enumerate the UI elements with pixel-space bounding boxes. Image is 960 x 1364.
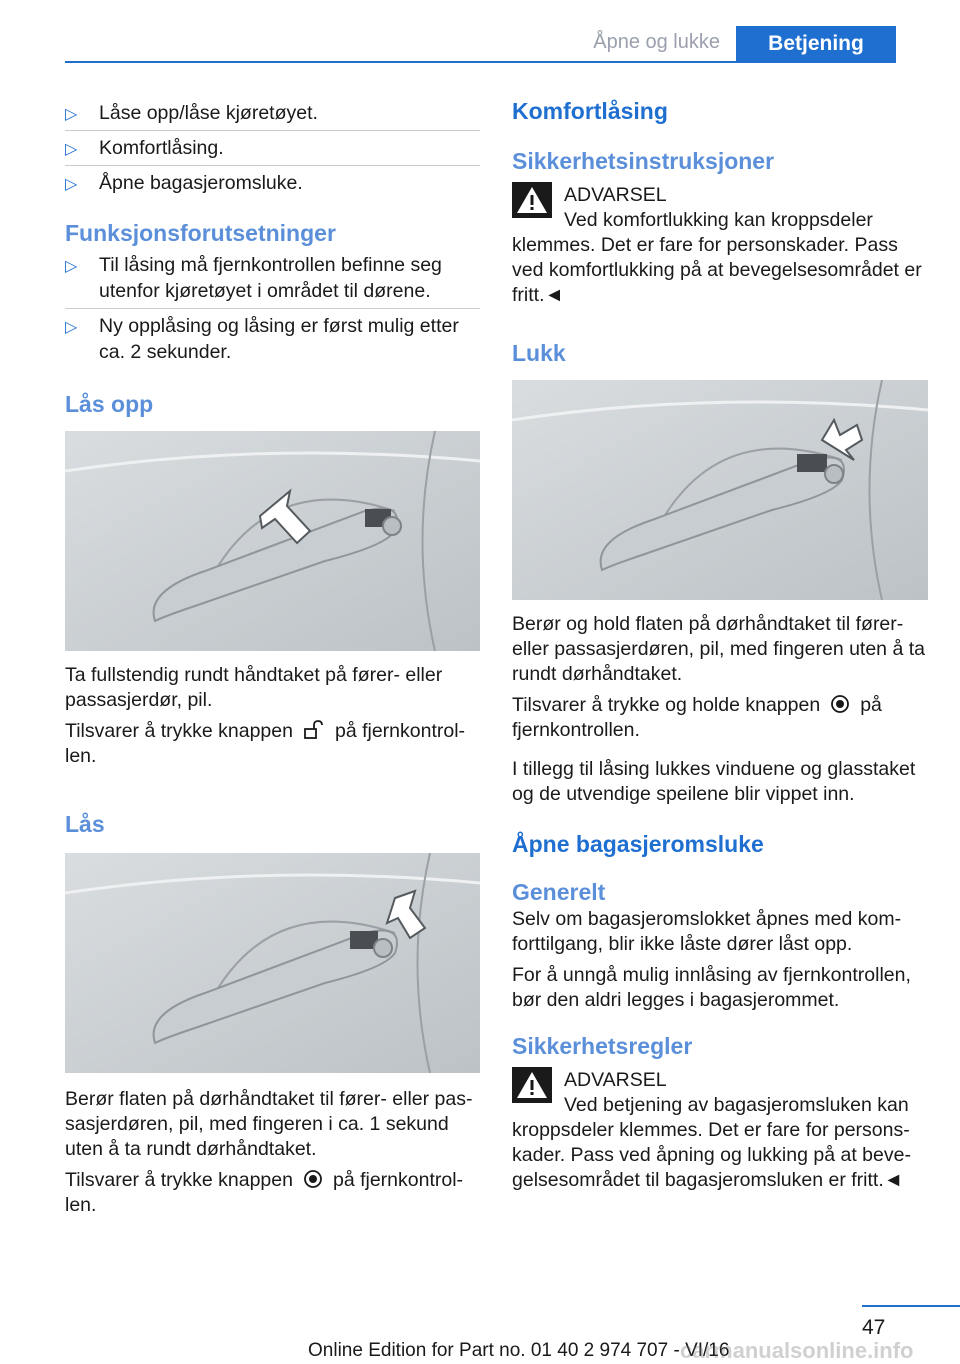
list-item: ▷ Låse opp/låse kjøretøyet. [65, 96, 480, 131]
warning-text: Ved komfortlukking kan kroppsdeler klemmes. Det er fare for personskader. Pass ved komfortlukking på at bevegelsesområdet er fritt.◄ [512, 209, 922, 306]
heading-las-opp: Lås opp [65, 391, 154, 417]
warning-title: ADVARSEL [564, 1069, 667, 1091]
heading-apne-bagasjeromsluke: Åpne bagasjeromsluke [512, 831, 764, 857]
heading-komfortlasing: Komfortlåsing [512, 98, 668, 124]
list-item: ▷ Åpne bagasjeromsluke. [65, 166, 480, 200]
lasopp-instruction: Ta fullstendig rundt håndtaket på fører- eller passasjerdør, pil. [65, 664, 443, 711]
heading-funksjonsforutsetninger: Funksjonsforutsetninger [65, 220, 336, 246]
requirements-list [65, 248, 480, 369]
header-chapter-tab: Betjening [736, 26, 896, 62]
triangle-bullet-icon: ▷ [65, 258, 78, 275]
header-rule [65, 61, 896, 63]
lukk-additional: I tillegg til låsing lukkes vinduene og glasstaket og de utvendige speilene blir vippet inn. [512, 758, 916, 805]
list-item: ▷ Til låsing må fjernkontrollen befinne seg utenfor kjøretøyet i området til dørene. [65, 248, 480, 309]
generelt-text-1: Selv om bagasjeromslokket åpnes med kom‐ forttilgang, blir ikke låste dører låst opp. [512, 908, 902, 955]
heading-sikkerhetsregler: Sikkerhetsregler [512, 1033, 693, 1059]
lock-button-icon [830, 694, 850, 714]
door-handle-close-photo [512, 380, 928, 600]
lock-button-icon [303, 1169, 323, 1189]
heading-lukk: Lukk [512, 340, 566, 366]
warning-triangle-icon [512, 182, 552, 218]
right-column [512, 96, 928, 1193]
footer-rule [862, 1305, 960, 1307]
feature-list [65, 96, 480, 200]
heading-sikkerhetsinstruksjoner: Sikkerhetsinstruksjoner [512, 148, 775, 174]
warning-title: ADVARSEL [564, 184, 667, 206]
list-item: ▷ Ny opplåsing og låsing er først mulig etter ca. 2 sekunder. [65, 315, 459, 363]
left-column [65, 96, 480, 1218]
lasopp-equivalent: Tilsvarer å trykke knappen på fjernkontrol‐ len. [65, 720, 466, 767]
page-number: 47 [862, 1316, 886, 1339]
heading-generelt: Generelt [512, 879, 606, 905]
warning-triangle-icon [512, 1067, 552, 1103]
edition-footer: Online Edition for Part no. 01 40 2 974 707 - VI/16 [308, 1340, 730, 1361]
lukk-instruction: Berør og hold flaten på dørhåndtaket til fører- eller passasjerdøren, pil, med fingeren uten å ta rundt dørhåndtaket. [512, 613, 925, 685]
header-section-title: Åpne og lukke [593, 31, 720, 53]
triangle-bullet-icon: ▷ [65, 176, 78, 193]
heading-las: Lås [65, 811, 105, 837]
triangle-bullet-icon: ▷ [65, 106, 78, 123]
lukk-equivalent: Tilsvarer å trykke og holde knappen på fjernkontrollen. [512, 694, 882, 741]
triangle-bullet-icon: ▷ [65, 319, 78, 336]
warning-text: Ved betjening av bagasjeromsluken kan kroppsdeler klemmes. Det er fare for persons‐ kader. Pass ved åpning og lukking på at beve‐ gelsesområdet til bagasjeromsluken er fritt.◄ [512, 1094, 911, 1191]
las-equivalent: Tilsvarer å trykke knappen på fjernkontrol‐ len. [65, 1169, 464, 1216]
triangle-bullet-icon: ▷ [65, 141, 78, 158]
unlock-button-icon [303, 720, 325, 740]
warning-box [512, 182, 928, 308]
list-item: ▷ Komfortlåsing. [65, 131, 480, 166]
generelt-text-2: For å unngå mulig innlåsing av fjernkontrollen, bør den aldri legges i bagasjerommet. [512, 964, 911, 1011]
warning-box [512, 1067, 928, 1193]
watermark: carmanualsonline.info [680, 1338, 914, 1363]
page-header [0, 0, 960, 62]
door-handle-unlock-photo [65, 431, 480, 651]
las-instruction: Berør flaten på dørhåndtaket til fører- eller pas‐ sasjerdøren, pil, med fingeren i ca. 1 sekund uten å ta rundt dørhåndtaket. [65, 1088, 473, 1160]
door-handle-lock-photo [65, 853, 480, 1073]
